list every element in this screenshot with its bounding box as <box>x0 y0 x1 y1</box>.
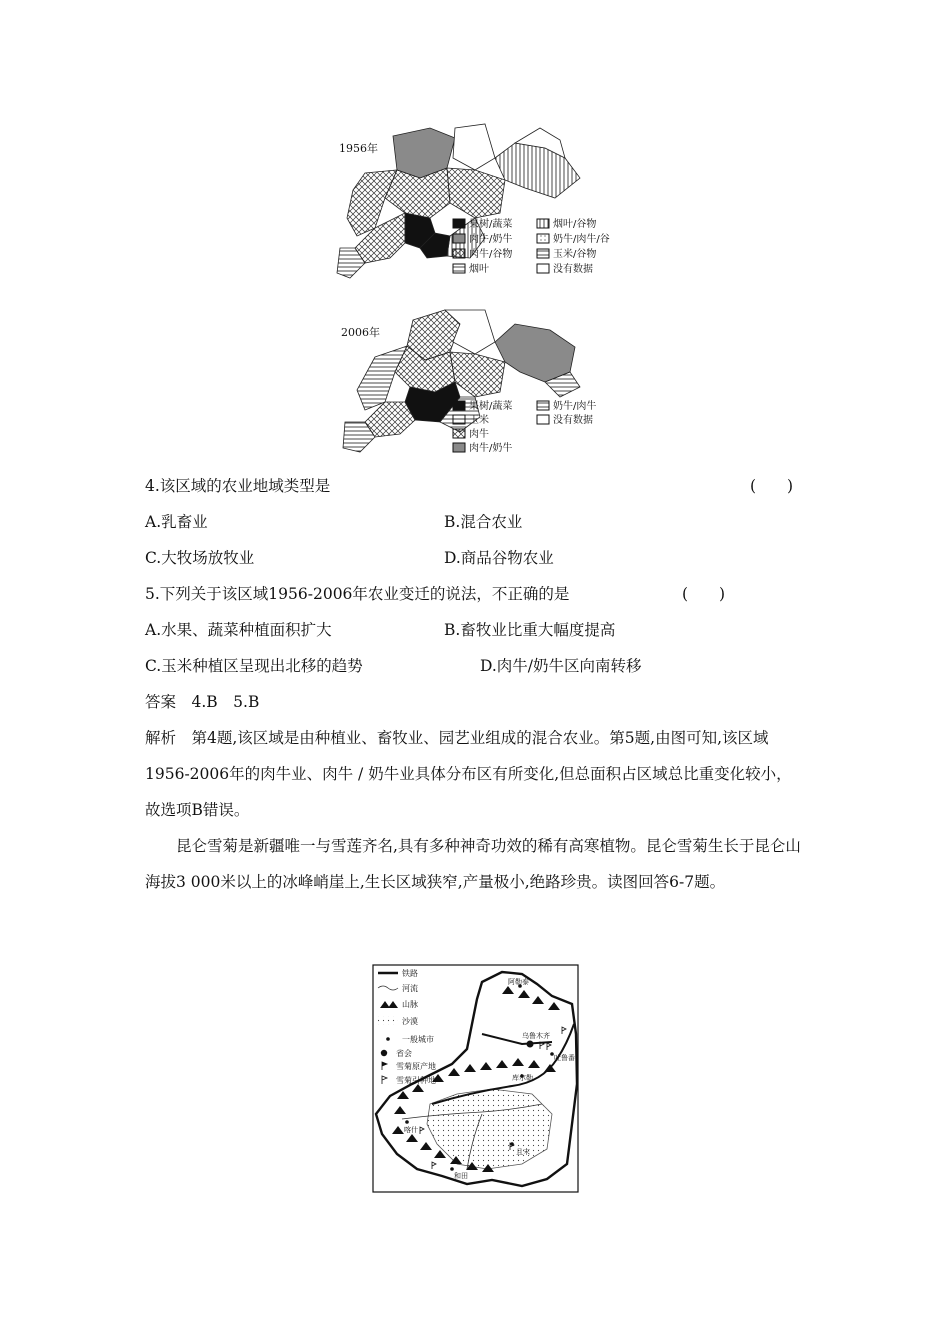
xinjiang-map <box>372 964 579 1194</box>
q4-bracket: ( ) <box>750 477 794 495</box>
legend-item: 烟叶/谷物 <box>553 219 597 230</box>
place-label: 阿勒泰 <box>508 978 529 986</box>
q4-option-a: A.乳畜业 <box>145 513 208 531</box>
legend-item: 肉牛 <box>469 429 489 440</box>
q5-option-b: B.畜牧业比重大幅度提高 <box>444 621 616 639</box>
legend-item: 玉米 <box>469 415 489 426</box>
q5-option-c: C.玉米种植区呈现出北移的趋势 <box>145 657 363 675</box>
legend-item: 肉牛/奶牛 <box>469 443 513 454</box>
legend-item: 奶牛/肉牛/谷 <box>553 234 610 245</box>
legend-item: 肉牛/奶牛 <box>469 234 513 245</box>
q5-bracket: ( ) <box>682 585 726 603</box>
map-1956 <box>335 118 635 283</box>
legend-item: 沙漠 <box>402 1017 418 1026</box>
legend-item: 铁路 <box>402 969 418 978</box>
intro-paragraph: 昆仑雪菊是新疆唯一与雪莲齐名,具有多种神奇功效的稀有高寒植物。昆仑雪菊生长于昆仑山海拔3 000米以上的冰峰峭崖上,生长区域狭窄,产量极小,绝路珍贵。读图回答6-7题。 <box>145 837 801 891</box>
q4-stem: 4.该区域的农业地域类型是 <box>145 477 331 495</box>
place-label: 库尔勒 <box>512 1074 533 1082</box>
analysis-paragraph: 解析 第4题,该区域是由种植业、畜牧业、园艺业组成的混合农业。第5题,由图可知,该区域1956-2006年的肉牛业、肉牛 / 奶牛业具体分布区有所变化,但总面积占区域总比重变化较小，故选项B错误。 <box>145 729 792 819</box>
legend-item: 果树/蔬菜 <box>469 219 513 230</box>
legend-item: 省会 <box>396 1049 412 1058</box>
legend-item: 烟叶 <box>469 264 489 275</box>
q4-option-d: D.商品谷物农业 <box>444 549 554 567</box>
legend-item: 玉米/谷物 <box>553 249 597 260</box>
legend-item: 山脉 <box>402 1000 418 1009</box>
q5-option-d: D.肉牛/奶牛区向南转移 <box>480 657 642 675</box>
place-label: 和田 <box>454 1172 468 1180</box>
map-2006-legend <box>453 399 596 454</box>
legend-item: 没有数据 <box>553 264 593 275</box>
legend-item: 河流 <box>402 984 418 993</box>
map-1956-year: 1956年 <box>339 142 378 155</box>
legend-item: 肉牛/谷物 <box>469 249 513 260</box>
legend-item: 雪菊引种地 <box>396 1076 436 1085</box>
place-label: 吐鲁番 <box>554 1054 575 1062</box>
map-2006-year: 2006年 <box>341 326 380 339</box>
legend-item: 奶牛/肉牛 <box>553 401 597 412</box>
legend-item: 没有数据 <box>553 415 593 426</box>
place-label: 且末 <box>516 1148 530 1156</box>
q5-stem: 5.下列关于该区域1956-2006年农业变迁的说法，不正确的是 <box>145 585 570 603</box>
q4-option-b: B.混合农业 <box>444 513 523 531</box>
legend-item: 果树/蔬菜 <box>469 401 513 412</box>
legend-item: 一般城市 <box>402 1035 434 1044</box>
map-2006 <box>335 302 635 462</box>
answer: 答案 4.B 5.B <box>145 693 260 711</box>
legend-item: 雪菊原产地 <box>396 1062 436 1071</box>
q4-option-c: C.大牧场放牧业 <box>145 549 255 567</box>
place-label: 乌鲁木齐 <box>522 1032 550 1040</box>
q5-option-a: A.水果、蔬菜种植面积扩大 <box>145 621 332 639</box>
place-label: 喀什 <box>404 1126 418 1134</box>
